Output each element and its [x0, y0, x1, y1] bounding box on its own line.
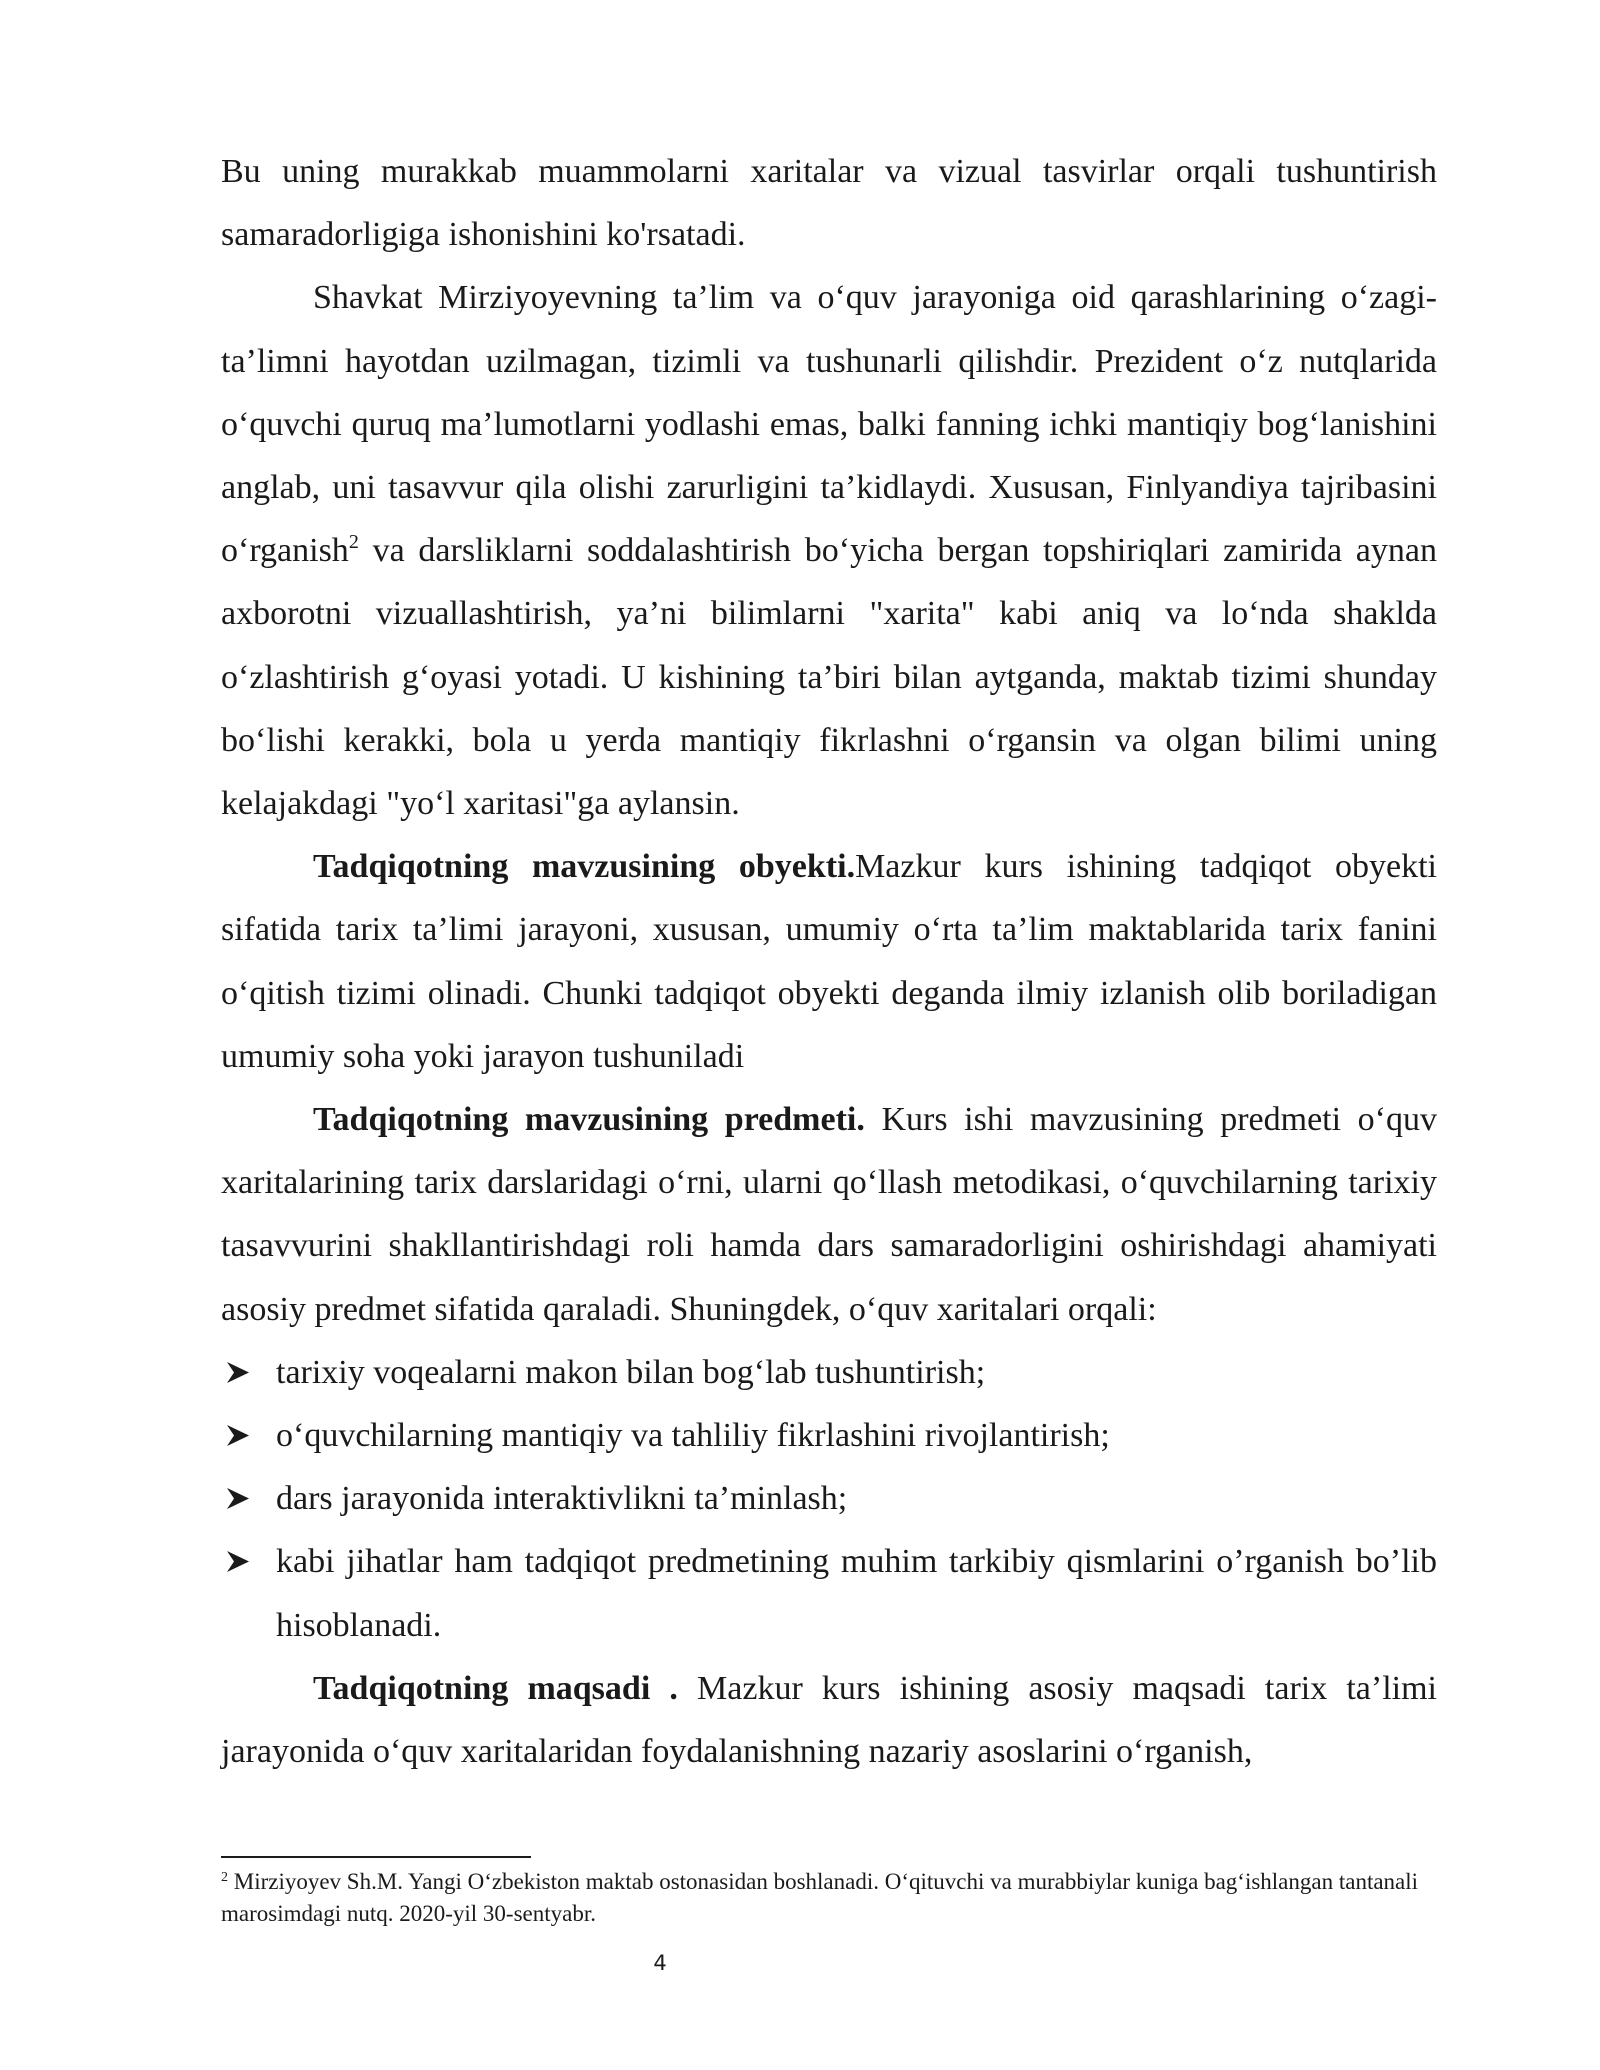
list-item	[221, 1467, 1437, 1530]
list-item	[221, 1530, 1437, 1656]
paragraph-research-goal	[221, 1657, 1437, 1783]
paragraph-text: Mazkur kurs ishining asosiy maqsadi tarix ta’limi jarayonida o‘quv xaritalaridan foydalanishning nazariy asoslarini o‘rganish,	[221, 1669, 1437, 1771]
section-heading-subject: Tadqiqotning mavzusining predmeti.	[313, 1101, 865, 1139]
paragraph-text: Shavkat Mirziyoyevning ta’lim va o‘quv jarayoniga oid qarashlarining o‘zagi-ta’limni hayotdan uzilmagan, tizimli va tushunarli qilishdir. Prezident o‘z nutqlarida o‘quvchi quruq ma’lumotlarni yodlashi emas, balki fanning ichki mantiqiy bog‘lanishini anglab, uni tasavvur qila olishi zarurligini ta’kidlaydi. Xususan, Finlyandiya tajribasini o‘rganish	[221, 279, 1437, 570]
footnote	[221, 1866, 1437, 1930]
footnote-reference[interactable]: 2	[348, 531, 359, 554]
arrowhead-bullet-icon	[225, 1341, 251, 1404]
list-item	[221, 1404, 1437, 1467]
page-number: 4	[653, 1951, 667, 1975]
paragraph-intro: Bu uning murakkab muammolarni xaritalar va vizual tasvirlar orqali tushuntirish samaradorligiga ishonishini ko'rsatadi.	[221, 153, 1437, 254]
paragraph-research-subject	[221, 1088, 1437, 1341]
arrowhead-bullet-icon	[225, 1467, 251, 1530]
section-heading-goal: Tadqiqotning maqsadi .	[313, 1669, 678, 1707]
section-heading-object: Tadqiqotning mavzusining obyekti.	[313, 848, 856, 886]
list-item	[221, 1341, 1437, 1404]
list-item-text: tarixiy voqealarni makon bilan bog‘lab tushuntirish;	[276, 1353, 986, 1391]
paragraph-text: Kurs ishi mavzusining predmeti o‘quv xaritalarining tarix darslaridagi o‘rni, ularni qo‘llash metodikasi, o‘quvchilarning tarixiy tasavvurini shakllantirishdagi roli hamda dars samaradorligini oshirishdagi ahamiyati asosiy predmet sifatida qaraladi. Shuningdek, o‘quv xaritalari orqali:	[221, 1101, 1437, 1328]
bullet-list	[221, 1341, 1437, 1657]
list-item-text: dars jarayonida interaktivlikni ta’minlash;	[276, 1480, 848, 1518]
list-item-text: o‘quvchilarning mantiqiy va tahliliy fikrlashini rivojlantirish;	[276, 1417, 1110, 1455]
list-item-text: kabi jihatlar ham tadqiqot predmetining muhim tarkibiy qismlarini o’rganish bo’lib hisoblanadi.	[276, 1543, 1437, 1644]
paragraph-text-continued: va darsliklarni soddalashtirish bo‘yicha bergan topshiriqlari zamirida aynan axborotni vizuallashtirish, ya’ni bilimlarni "xarita" kabi aniq va lo‘nda shaklda o‘zlashtirish g‘oyasi yotadi. U kishining ta’biri bilan aytganda, maktab tizimi shunday bo‘lishi kerakki, bola u yerda mantiqiy fikrlashni o‘rgansin va olgan bilimi uning kelajakdagi "yo‘l xaritasi"ga aylansin.	[221, 532, 1437, 823]
paragraph-text: Mazkur kurs ishining tadqiqot obyekti sifatida tarix ta’limi jarayoni, xususan, umumiy o‘rta ta’lim maktablarida tarix fanini o‘qitish tizimi olinadi. Chunki tadqiqot obyekti deganda ilmiy izlanish olib boriladigan umumiy soha yoki jarayon tushuniladi	[221, 848, 1437, 1075]
arrowhead-bullet-icon	[225, 1530, 251, 1593]
paragraph-mirziyoyev-views	[221, 266, 1437, 835]
document-body	[221, 140, 1437, 1783]
footnote-text: Mirziyoyev Sh.M. Yangi O‘zbekiston maktab ostonasidan boshlanadi. O‘qituvchi va murabbiylar kuniga bag‘ishlangan tantanali marosimdagi nutq. 2020-yil 30-sentyabr.	[221, 1869, 1419, 1926]
footnote-separator	[221, 1856, 531, 1858]
footnote-number: 2	[221, 1870, 228, 1885]
arrowhead-bullet-icon	[225, 1404, 251, 1467]
paragraph-research-object	[221, 835, 1437, 1088]
